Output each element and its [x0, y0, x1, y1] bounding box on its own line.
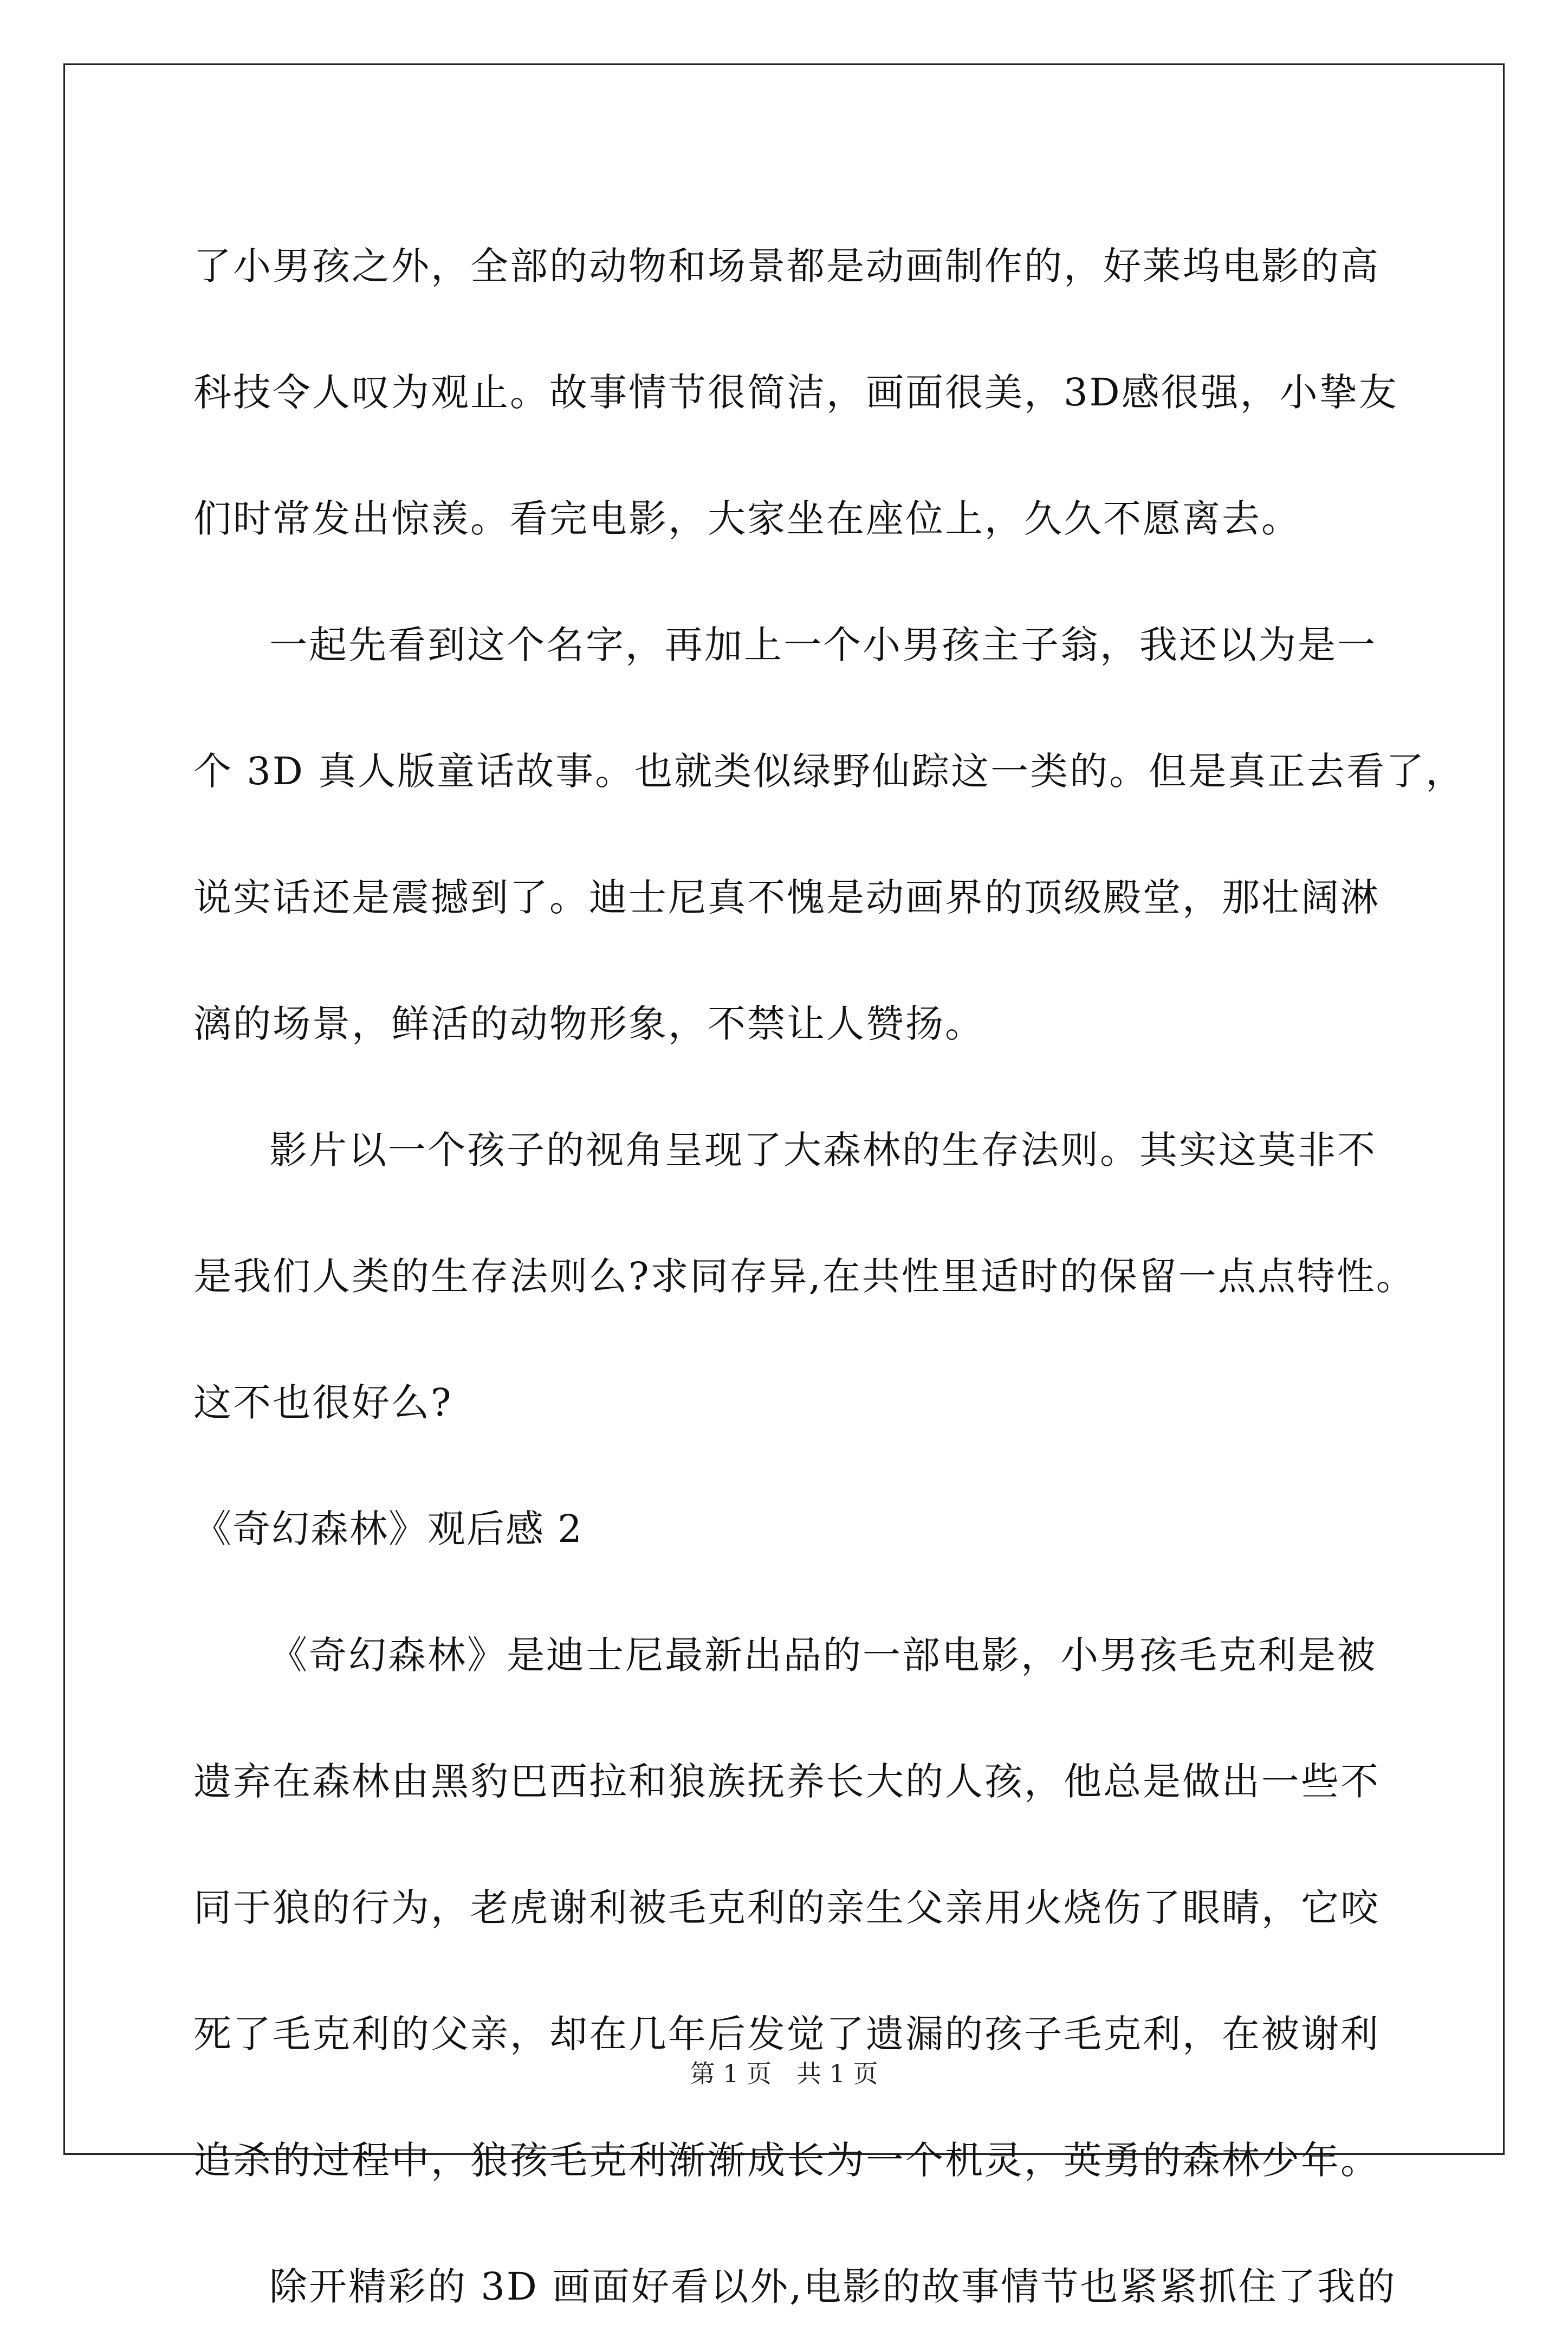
document-body [193, 203, 1466, 2350]
text-line: 《奇幻森林》是迪士尼最新出品的一部电影，小男孩毛克利是被 [269, 1633, 1377, 1677]
text-line: 是我们人类的生存法则么?求同存异,在共性里适时的保留一点点特性。 [193, 1254, 1416, 1299]
text-line: 死了毛克利的父亲，却在几年后发觉了遗漏的孩子毛克利，在被谢利 [193, 2012, 1380, 2056]
text-line: 遗弃在森林由黑豹巴西拉和狼族抚养长大的人孩，他总是做出一些不 [193, 1759, 1380, 1804]
text-line: 科技令人叹为观止。故事情节很简洁，画面很美，3D感很强，小挚友 [193, 370, 1398, 415]
text-line: 这不也很好么? [193, 1380, 453, 1425]
section-heading: 《奇幻森林》观后感 2 [193, 1507, 583, 1551]
text-line: 个 3D 真人版童话故事。也就类似绿野仙踪这一类的。但是真正去看了， [193, 749, 1466, 793]
text-line: 除开精彩的 3D 画面好看以外,电影的故事情节也紧紧抓住了我的 [269, 2264, 1397, 2309]
text-line: 们时常发出惊羡。看完电影，大家坐在座位上，久久不愿离去。 [193, 496, 1301, 541]
text-line: 漓的场景，鲜活的动物形象，不禁让人赞扬。 [193, 1002, 984, 1046]
page-footer: 第 1 页 共 1 页 [690, 2059, 878, 2088]
text-line: 同于狼的行为，老虎谢利被毛克利的亲生父亲用火烧伤了眼睛，它咬 [193, 1886, 1380, 1930]
text-line: 影片以一个孩子的视角呈现了大森林的生存法则。其实这莫非不 [269, 1128, 1377, 1172]
text-line: 追杀的过程中，狼孩毛克利渐渐成长为一个机灵，英勇的森林少年。 [193, 2138, 1380, 2183]
text-line: 了小男孩之外，全部的动物和场景都是动画制作的，好莱坞电影的高 [193, 244, 1380, 288]
text-line: 说实话还是震撼到了。迪士尼真不愧是动画界的顶级殿堂，那壮阔淋 [193, 875, 1380, 920]
text-line: 一起先看到这个名字，再加上一个小男孩主子翁，我还以为是一 [269, 623, 1377, 667]
